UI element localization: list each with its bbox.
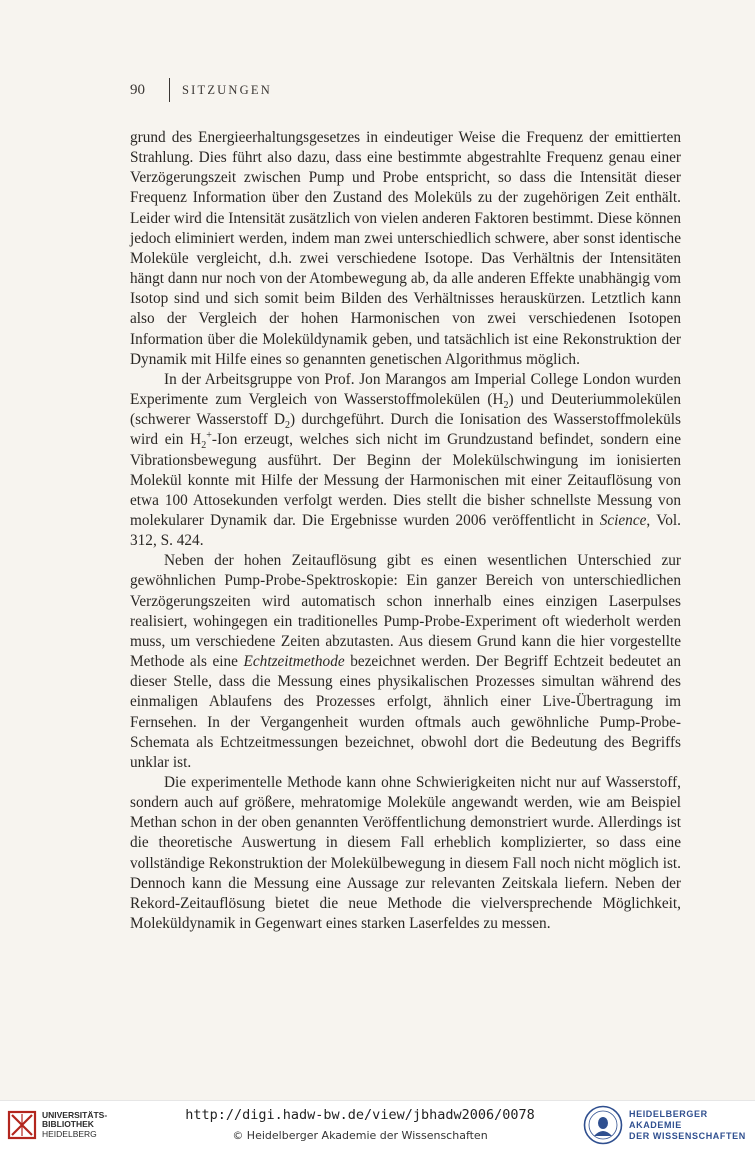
text-run: ) durchgeführt. Durch die Ionisation des Wasserstoffmoleküls wird ein H bbox=[130, 411, 681, 449]
italic-text: Echtzeitmethode bbox=[243, 653, 345, 671]
text-run: ) und Deuteriummolekülen (schwerer Wasserstoff D bbox=[130, 391, 681, 429]
text-run: In der Arbeitsgruppe von Prof. Jon Marangos am Imperial College London wurden Experimente zum Vergleich von Wasserstoffmolekülen (H bbox=[130, 370, 681, 409]
ub-heidelberg-logo[interactable] bbox=[7, 1110, 107, 1140]
paragraph bbox=[130, 370, 681, 551]
text-run: grund des Energieerhaltungsgesetzes in eindeutiger Weise die Frequenz der emittierten Strahlung. Dies führt also dazu, dass eine bestimmte abgestrahlte Frequenz genau einer Verzögerungszeit zwischen Pump und Probe entspricht, so dass die Intensität dieser Frequenz Information über den Zustand des Moleküls zu der zugehörigen Zeit enthält. Leider wird die Intensität zusätzlich von vielen anderen Faktoren bestimmt. Diese können jedoch eliminiert werden, indem man zwei unterschiedlich schwere, aber sonst identische Moleküle vergleicht, d.h. zwei verschiedene Isotope. Das Verhältnis der Intensitäten hängt dann nur noch von der Atombewegung ab, da alle anderen Effekte unabhängig vom Isotop sind und sich somit beim Bilden des Verhältnisses herauskürzen. Letztlich kann also der Vergleich der hohen Harmonischen von zwei verschiedenen Isotopen Information über die Moleküldynamik geben, und tatsächlich ist eine Rekonstruktion der Dynamik mit Hilfe eines so genannten genetischen Algorithmus möglich. bbox=[130, 129, 681, 368]
subscript: 2 bbox=[503, 400, 509, 412]
footer-center bbox=[150, 1107, 570, 1142]
text-run: Die experimentelle Methode kann ohne Schwierigkeiten nicht nur auf Wasserstoff, sondern auch auf größere, mehratomige Moleküle angewandt werden, wie am Beispiel Methan schon in der oben genannten Veröffentlichung demonstriert wurde. Allerdings ist die theoretische Auswertung in diesem Fall erheblich komplizierter, so dass eine vollständige Rekonstruktion der Molekülbewegung in diesem Fall noch nicht möglich ist. Dennoch kann die Messung eine Aussage zur relevanten Zeitskala liefern. Neben der Rekord-Zeitauflösung bietet die neue Methode die vielversprechende Möglichkeit, Moleküldynamik in Gegenwart eines starken Laserfeldes zu messen. bbox=[130, 774, 681, 933]
ub-logo-line1: UNIVERSITÄTS- bbox=[42, 1109, 108, 1120]
academy-logo-line2: DER WISSENSCHAFTEN bbox=[629, 1130, 746, 1141]
superscript: + bbox=[206, 430, 212, 442]
text-run: -Ion erzeugt, welches sich nicht im Grundzustand befindet, sondern eine Vibrationsbewegung ausführt. Der Beginn der Molekülschwingung im ionisierten Molekül konnte mit Hilfe der Messung der Harmonischen mit einer Zeitauflösung von etwa 100 Attosekunden verfolgt werden. Dies stellt die bisher schnellste Messung von molekularer Dynamik dar. Die Ergebnisse wurden 2006 veröffentlicht in bbox=[130, 431, 681, 529]
academy-logo-line1: HEIDELBERGER AKADEMIE bbox=[629, 1108, 708, 1130]
page-number: 90 bbox=[130, 81, 145, 98]
academy-logo[interactable] bbox=[583, 1105, 755, 1145]
ub-heidelberg-logo-icon bbox=[7, 1110, 37, 1140]
subscript: 2 bbox=[285, 420, 291, 432]
copyright-notice: © Heidelberger Akademie der Wissenschaften bbox=[232, 1129, 488, 1142]
header-divider bbox=[169, 78, 170, 102]
running-head bbox=[130, 78, 272, 102]
paragraph bbox=[130, 551, 681, 773]
subscript: 2 bbox=[201, 440, 207, 452]
section-title: SITZUNGEN bbox=[182, 82, 272, 97]
ub-logo-line3: HEIDELBERG bbox=[42, 1128, 97, 1139]
text-run: , Vol. 312, S. 424. bbox=[130, 511, 681, 550]
paragraph bbox=[130, 773, 681, 934]
academy-seal-icon bbox=[583, 1105, 623, 1145]
paragraph bbox=[130, 128, 681, 370]
text-run: Neben der hohen Zeitauflösung gibt es einen wesentlichen Unterschied zur gewöhnlichen Pump-Probe-Spektroskopie: Ein ganzer Bereich von unterschiedlichen Verzögerungszeiten wird automatisch schon innerhalb eines einzigen Laserpulses realisiert, wohingegen ein traditionelles Pump-Probe-Experiment oft wiederholt werden muss, um verschiedene Zeiten abzutasten. Aus diesem Grund kann die hier vorgestellte Methode als eine bbox=[130, 552, 681, 671]
permalink-url[interactable]: http://digi.hadw-bw.de/view/jbhadw2006/0078 bbox=[185, 1107, 535, 1123]
italic-text: Science bbox=[599, 511, 647, 529]
viewer-footer bbox=[0, 1100, 755, 1152]
academy-logo-text bbox=[629, 1109, 755, 1142]
body-text bbox=[130, 128, 681, 934]
ub-logo-text bbox=[42, 1111, 107, 1140]
text-run: bezeichnet werden. Der Begriff Echtzeit bedeutet an dieser Stelle, dass die Messung eines physikalischen Prozesses simultan während des einmaligen Ablaufens des Prozesses erfolgt, ähnlich einer Live-Übertragung im Fernsehen. In der Vergangenheit wurden oftmals auch gewöhnliche Pump-Probe-Schemata als Echtzeitmessungen bezeichnet, obwohl dort die Bedeutung des Begriffs unklar ist. bbox=[130, 653, 681, 771]
ub-logo-line2: BIBLIOTHEK bbox=[42, 1119, 94, 1130]
